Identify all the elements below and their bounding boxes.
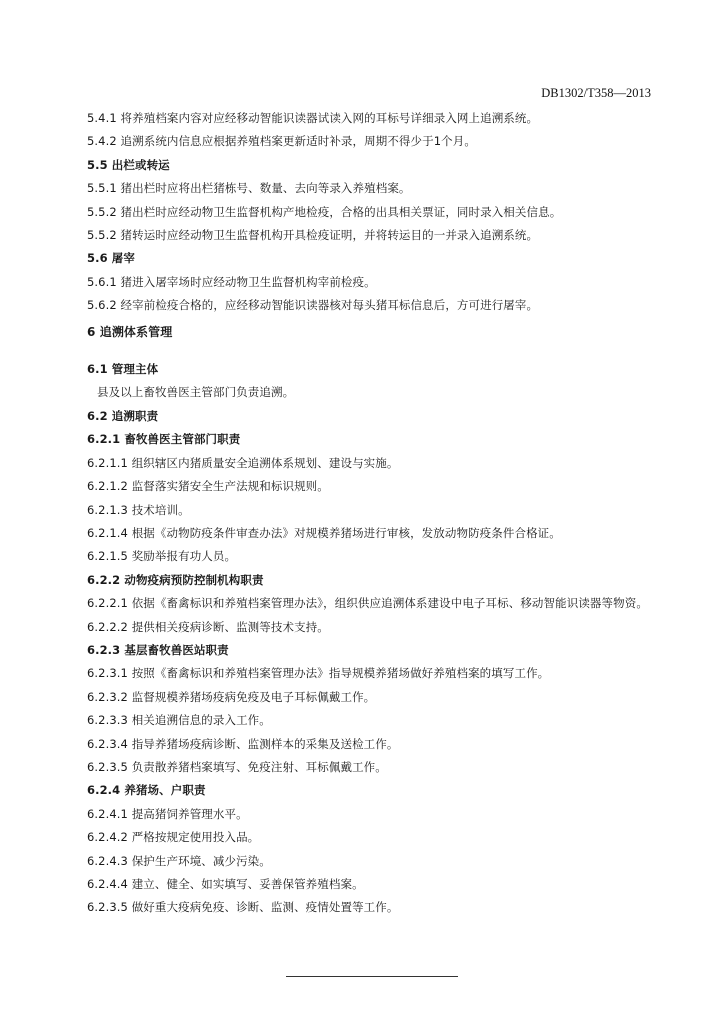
clause-6-2-3-1: 6.2.3.1 按照《畜禽标识和养殖档案管理办法》指导规模养猪场做好养殖档案的填写工作。 [87, 666, 550, 681]
clause-6-2-1-2: 6.2.1.2 监督落实猪安全生产法规和标识规则。 [87, 479, 329, 494]
clause-5-5-2-transport: 5.5.2 猪转运时应经动物卫生监督机构开具检疫证明，并将转运目的一并录入追溯系统。 [87, 228, 539, 243]
clause-5-4-2: 5.4.2 追溯系统内信息应根据养殖档案更新适时补录，周期不得少于1个月。 [87, 134, 476, 149]
clause-6-2-4-2: 6.2.4.2 严格按规定使用投入品。 [87, 830, 260, 845]
clause-6-2-2-1: 6.2.2.1 依据《畜禽标识和养殖档案管理办法》，组织供应追溯体系建设中电子耳标、移动智能识读器等物资。 [87, 596, 648, 611]
heading-6-2-2: 6.2.2 动物疫病预防控制机构职责 [87, 572, 264, 587]
heading-5-5: 5.5 出栏或转运 [87, 157, 170, 172]
heading-6-2-4: 6.2.4 养猪场、户职责 [87, 783, 206, 798]
clause-6-2-1-1: 6.2.1.1 组织辖区内猪质量安全追溯体系规划、建设与实施。 [87, 455, 399, 470]
clause-5-5-2: 5.5.2 猪出栏时应经动物卫生监督机构产地检疫，合格的出具相关票证，同时录入相关信息。 [87, 204, 562, 219]
heading-6-1: 6.1 管理主体 [87, 362, 159, 377]
clause-6-2-3-3: 6.2.3.3 相关追溯信息的录入工作。 [87, 713, 271, 728]
clause-6-2-2-2: 6.2.2.2 提供相关疫病诊断、监测等技术支持。 [87, 619, 329, 634]
heading-5-6: 5.6 屠宰 [87, 251, 135, 266]
heading-6-2-3: 6.2.3 基层畜牧兽医站职责 [87, 642, 229, 657]
heading-6-2: 6.2 追溯职责 [87, 408, 159, 423]
clause-6-2-3-2: 6.2.3.2 监督规模养猪场疫病免疫及电子耳标佩戴工作。 [87, 689, 376, 704]
clause-6-2-4-4: 6.2.4.4 建立、健全、如实填写、妥善保管养殖档案。 [87, 877, 364, 891]
clause-6-2-4-3: 6.2.4.3 保护生产环境、减少污染。 [87, 853, 271, 868]
footer-rule [286, 976, 458, 977]
clause-5-5-1: 5.5.1 猪出栏时应将出栏猪栋号、数量、去向等录入养殖档案。 [87, 181, 411, 196]
clause-5-6-1: 5.6.1 猪进入屠宰场时应经动物卫生监督机构宰前检疫。 [87, 274, 376, 289]
standard-code: DB1302/T358—2013 [541, 86, 651, 100]
heading-6: 6 追溯体系管理 [87, 324, 173, 339]
clause-6-2-4-5: 6.2.3.5 做好重大疫病免疫、诊断、监测、疫情处置等工作。 [87, 900, 399, 915]
clause-5-6-2: 5.6.2 经宰前检疫合格的，应经移动智能识读器核对每头猪耳标信息后，方可进行屠宰。 [87, 298, 539, 313]
clause-6-2-1-3: 6.2.1.3 技术培训。 [87, 502, 190, 517]
clause-6-2-1-5: 6.2.1.5 奖励举报有功人员。 [87, 549, 237, 564]
clause-6-2-3-5: 6.2.3.5 负责散养猪档案填写、免疫注射、耳标佩戴工作。 [87, 759, 387, 774]
clause-5-4-1: 5.4.1 将养殖档案内容对应经移动智能识读器试读入网的耳标号详细录入网上追溯系统。 [87, 111, 539, 125]
clause-6-2-1-4: 6.2.1.4 根据《动物防疫条件审查办法》对规模养猪场进行审核，发放动物防疫条件合格证。 [87, 525, 561, 540]
heading-6-2-1: 6.2.1 畜牧兽医主管部门职责 [87, 432, 241, 447]
clause-6-2-4-1: 6.2.4.1 提高猪饲养管理水平。 [87, 806, 248, 821]
clause-6-2-3-4: 6.2.3.4 指导养猪场疫病诊断、监测样本的采集及送检工作。 [87, 736, 399, 751]
document-body [87, 107, 657, 920]
clause-6-1-text: 县及以上畜牧兽医主管部门负责追溯。 [97, 385, 295, 400]
